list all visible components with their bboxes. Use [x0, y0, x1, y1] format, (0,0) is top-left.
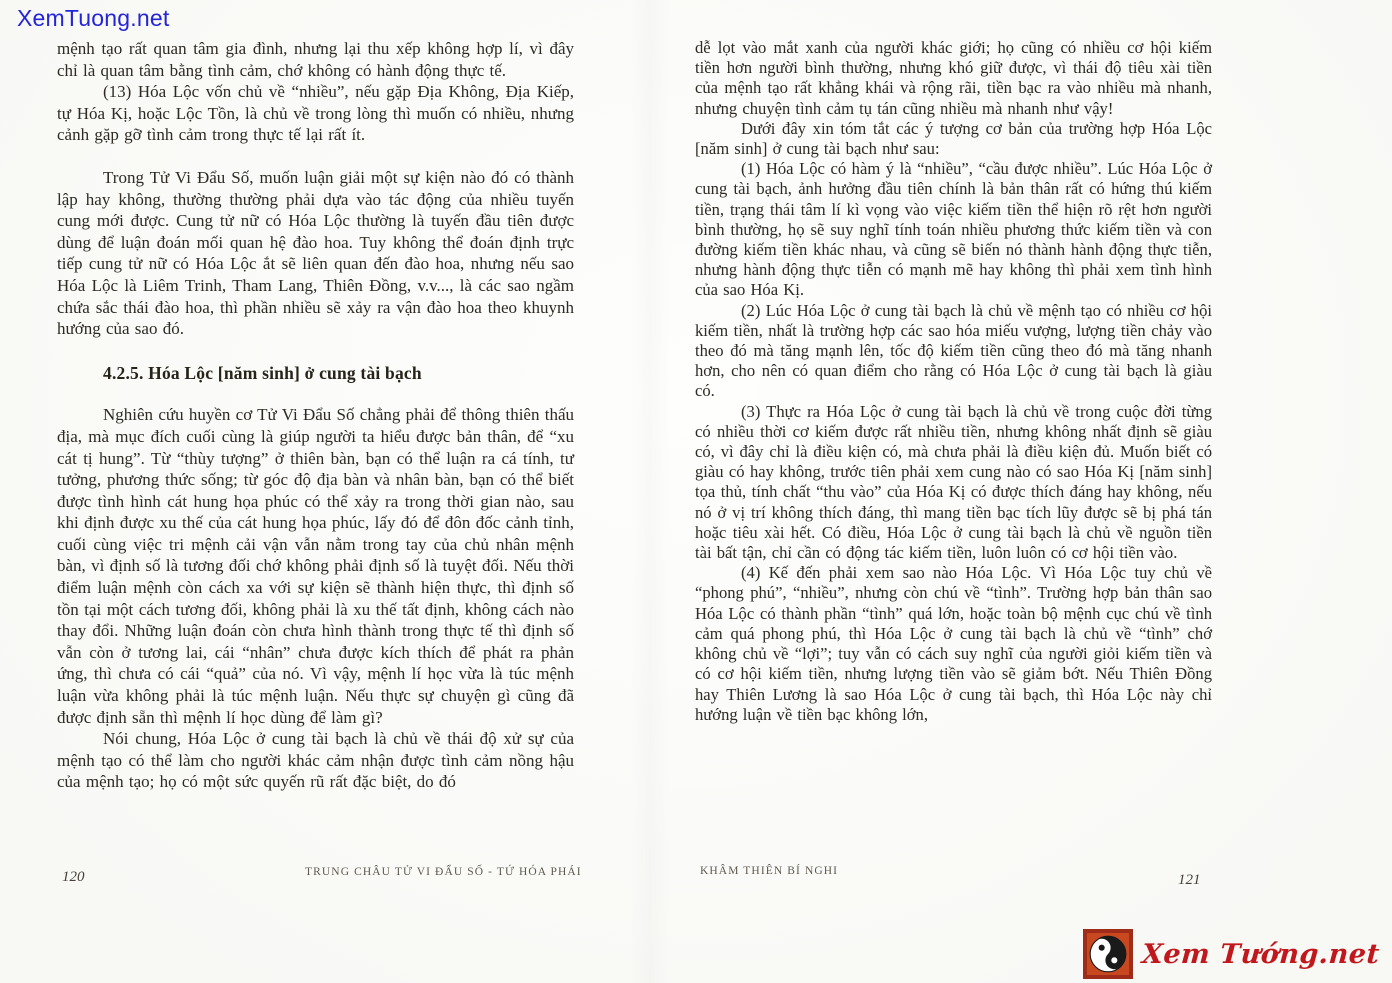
site-logo-text: Xem Tướng.net	[1141, 938, 1382, 970]
site-logo-link[interactable]	[1079, 927, 1384, 981]
left-paragraph-noi-chung: Nói chung, Hóa Lộc ở cung tài bạch là chủ về thái độ xử sự của mệnh tạo có thể làm cho người khác cảm nhận được tình cảm nồng hậu của mệnh tạo; họ có một sức quyến rũ rất đặc biệt, do đó	[57, 729, 574, 792]
left-paragraph-item-13: (13) Hóa Lộc vốn chủ về “nhiều”, nếu gặp Địa Không, Địa Kiếp, tự Hóa Kị, hoặc Lộc Tồn, là chủ về trong lòng thì muốn có nhiều, nhưng cảnh gặp gỡ tình cảm trong thực tế lại rất ít.	[57, 82, 574, 145]
left-running-title: TRUNG CHÂU TỬ VI ĐẨU SỐ - TỨ HÓA PHÁI	[305, 866, 582, 878]
right-paragraph-summary-intro: Dưới đây xin tóm tắt các ý tượng cơ bản của trường hợp Hóa Lộc [năm sinh] ở cung tài bạch như sau:	[695, 118, 1212, 159]
right-page-text-column	[695, 38, 1212, 725]
site-watermark-link[interactable]: XemTuong.net	[17, 5, 170, 31]
section-heading-4-2-5: 4.2.5. Hóa Lộc [năm sinh] ở cung tài bạch	[103, 362, 422, 383]
right-page-number: 121	[1178, 872, 1201, 888]
right-paragraph-continuation: dễ lọt vào mắt xanh của người khác giới; họ cũng có nhiều cơ hội kiếm tiền hơn người bình thường, nhưng khó giữ được, vì thái độ tiêu xài tiền của mệnh tạo rất khẳng khái và rộng rãi, tiền bạc ra vào nhiều mà nhanh, nhưng chuyện tình cảm tụ tán cũng nhiều mà nhanh như vậy!	[695, 38, 1212, 118]
right-paragraph-item-3: (3) Thực ra Hóa Lộc ở cung tài bạch là chủ về trong cuộc đời từng có nhiều thời cơ kiếm được rất nhiều tiền, nhưng không nhất định sẽ giàu có, vì đây chỉ là điều kiện có, mà chưa phải là điều kiện đủ. Muốn biết có giàu có hay không, trước tiên phải xem cung nào có sao Hóa Kị [năm sinh] tọa thủ, tính chất “thu vào” của Hóa Kị có được thích đáng hay không, nếu nó ở vị trí không thích đáng, thì mang tiền bạc tích lũy được sẽ bị phá tán hoặc tiêu xài hết. Có điều, Hóa Lộc ở cung tài bạch là chủ về nguồn tiền tài bất tận, chỉ cần có động tác kiếm tiền, luôn luôn có cơ hội tiền vào.	[695, 401, 1212, 563]
left-page-number: 120	[62, 869, 85, 885]
left-paragraph-continuation: mệnh tạo rất quan tâm gia đình, nhưng lại thu xếp không hợp lí, vì đây chỉ là quan tâm bằng tình cảm, chớ không có hành động thực tế.	[57, 39, 574, 80]
yin-yang-icon	[1083, 929, 1133, 979]
page-gutter	[630, 0, 670, 983]
right-paragraph-item-2: (2) Lúc Hóa Lộc ở cung tài bạch là chủ về mệnh tạo có nhiều cơ hội kiếm tiền, nhất là trường hợp các sao hóa miếu vượng, lượng tiền chảy vào theo đó mà tăng mạnh lên, tốc độ kiếm tiền cũng theo đó mà tăng nhanh hơn, cho nên có quan điểm cho rằng có Hóa Lộc ở cung tài bạch là giàu có.	[695, 300, 1212, 401]
right-paragraph-item-4: (4) Kế đến phải xem sao nào Hóa Lộc. Vì Hóa Lộc tuy chủ về “phong phú”, “nhiều”, nhưng còn chú về “tình”. Trường hợp bản thân sao Hóa Lộc có thành phần “tình” quá lớn, hoặc toàn bộ mệnh cục chú về tình cảm quá phong phú, thì Hóa Lộc ở cung tài bạch là chủ về “tình” chớ không chủ về “lợi”; tuy vẫn có cách suy nghĩ của người giỏi kiếm tiền và có cơ hội kiếm tiền, nhưng lượng tiền vào sẽ giảm bớt. Nếu Thiên Đồng hay Thiên Lương là sao Hóa Lộc ở cung tài bạch, thì Hóa Lộc này chỉ hướng luận về tiền bạc không lớn,	[695, 563, 1212, 724]
left-paragraph-tu-vi: Trong Tử Vi Đẩu Số, muốn luận giải một sự kiện nào đó có thành lập hay không, thường thường phải dựa vào tác động của nhiều tuyến cung mới được. Cung tử nữ có Hóa Lộc thường là tuyến đầu tiên được dùng để luận đoán mối quan hệ đào hoa. Tuy không thể đoán định trực tiếp cung tử nữ có Hóa Lộc ắt sẽ liên quan đến đào hoa, nhưng nếu sao Hóa Lộc là Liêm Trinh, Tham Lang, Thiên Đồng, v.v..., là các sao ngầm chứa sắc thái đào hoa, thì phần nhiều sẽ xảy ra vận đào hoa theo khuynh hướng của sao đó.	[57, 167, 574, 339]
left-paragraph-nghien-cuu: Nghiên cứu huyền cơ Tử Vi Đẩu Số chẳng phải để thông thiên thấu địa, mà mục đích cuối cùng là giúp người ta hiểu được bản thân, để “xu cát tị hung”. Từ “thùy tượng” ở thiên bàn, bạn có thể luận ra cá tính, tư tưởng, phương thức sống; từ góc độ địa bàn và nhân bàn, bạn có thể biết được tình hình cát hung họa phúc có thể xảy ra trong thời gian nào, sau khi định được xu thế của cát hung họa phúc, lấy đó để đôn đốc cảnh tỉnh, cuối cùng việc tri mệnh cải vận vẫn nằm trong tay của chủ nhân mệnh bàn, vì định số là tương đối chớ không phải định số là tuyệt đối. Nếu thời điểm luận mệnh còn cách xa với sự kiện sẽ thành hiện thực, thì định số tồn tại một cách tương đối, không phải là xu thế tất định, không cách nào thay đổi. Những luận đoán còn chưa hình thành trong thực tế thì định số vẫn còn ở tương lai, cái “nhân” chưa được kích thích để phát ra phản ứng, thì chưa có cái “quả” của nó. Vì vậy, mệnh lí học vừa là túc mệnh luận vừa không phải là túc mệnh luận. Nếu thực sự chuyện gì cũng đã được định sẵn thì mệnh lí học dùng để làm gì?	[57, 405, 574, 727]
left-page-text-column	[57, 38, 574, 793]
right-running-title: KHÂM THIÊN BÍ NGHI	[700, 865, 839, 877]
right-paragraph-item-1: (1) Hóa Lộc có hàm ý là “nhiều”, “cầu được nhiều”. Lúc Hóa Lộc ở cung tài bạch, ảnh hưởng đầu tiên chính là bản thân rất có hứng thú kiếm tiền, trạng thái tâm lí kì vọng vào việc kiếm tiền thể hiện rõ rệt hơn người bình thường, họ sẽ suy nghĩ tính toán nhiều phương thức kiếm tiền và con đường kiếm tiền khác nhau, và cũng sẽ biến nó thành hành động thực tiễn, nhưng hành động thực tiễn có mạnh mẽ hay không thì phải xem tình hình của sao Hóa Kị.	[695, 159, 1212, 300]
